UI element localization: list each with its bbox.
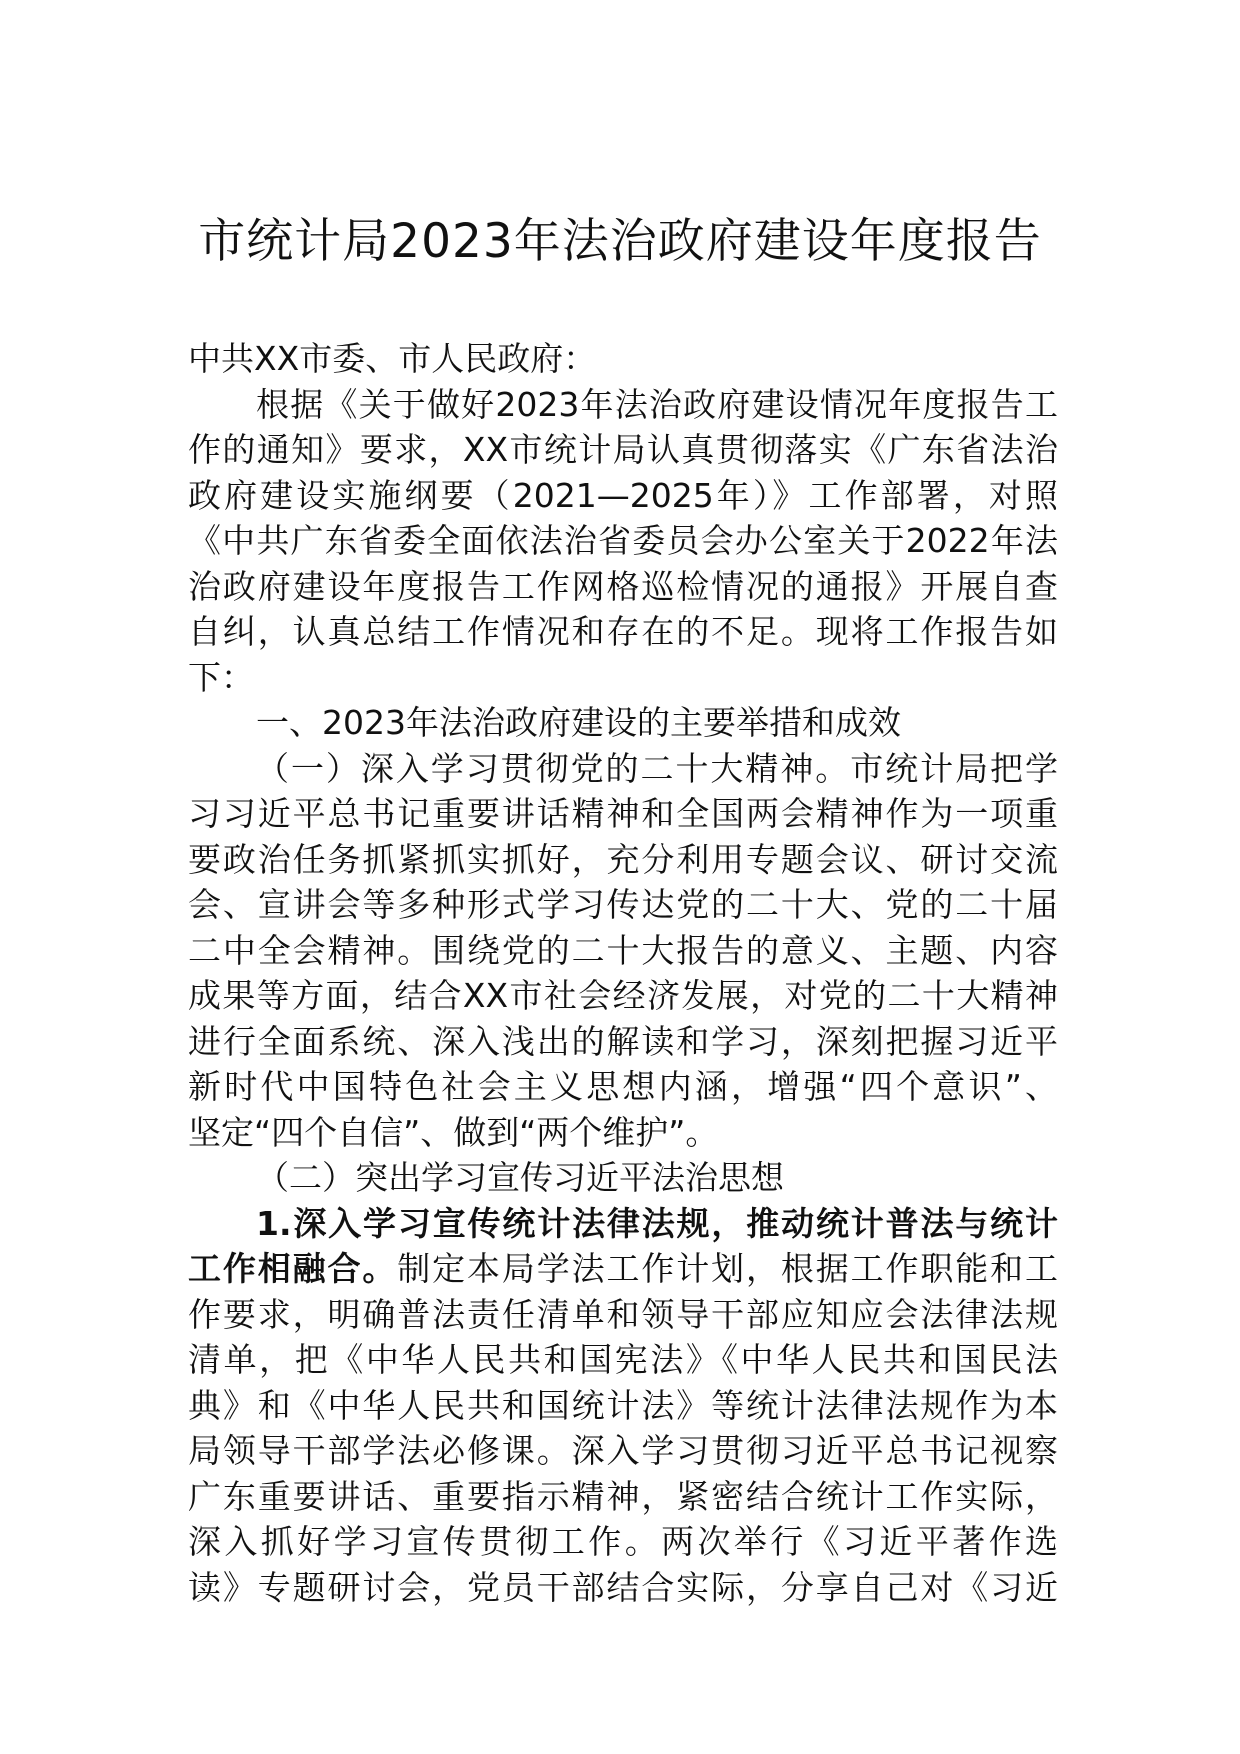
body-line: 习习近平总书记重要讲话精神和全国两会精神作为一项重 (188, 794, 1058, 833)
body-line: 坚定“四个自信”、做到“两个维护”。 (188, 1112, 719, 1152)
body-line: 进行全面系统、深入浅出的解读和学习，深刻把握习近平 (188, 1021, 1058, 1061)
body-text-span: 制定本局学法工作计划，根据工作职能和工 (397, 1249, 1058, 1288)
body-line: 作的通知》要求，XX市统计局认真贯彻落实《广东省法治 (188, 430, 1058, 469)
document-title: 市统计局2023年法治政府建设年度报告 (198, 214, 1042, 269)
body-line: 二中全会精神。围绕党的二十大报告的意义、主题、内容 (188, 930, 1058, 970)
subsection-heading-2: （二）突出学习宣传习近平法治思想 (256, 1158, 784, 1197)
body-line: 读》专题研讨会，党员干部结合实际，分享自己对《习近 (188, 1567, 1058, 1607)
body-line-mixed (188, 1246, 1058, 1292)
body-line: 自纠，认真总结工作情况和存在的不足。现将工作报告如 (188, 612, 1058, 651)
bold-heading-end: 工作相融合。 (188, 1249, 398, 1288)
body-line: 成果等方面，结合XX市社会经济发展，对党的二十大精神 (188, 976, 1058, 1015)
subsection-heading-1: （一）深入学习贯彻党的二十大精神。市统计局把学 (256, 748, 1058, 788)
body-line: 清单，把《中华人民共和国宪法》《中华人民共和国民法 (188, 1340, 1058, 1379)
salutation-line: 中共XX市委、市人民政府： (188, 339, 597, 378)
body-line: 作要求，明确普法责任清单和领导干部应知应会法律法规 (188, 1294, 1058, 1334)
body-line: 广东重要讲话、重要指示精神，紧密结合统计工作实际， (188, 1476, 1058, 1516)
body-line: 政府建设实施纲要（2021—2025年）》工作部署，对照 (188, 475, 1058, 515)
body-line: 会、宣讲会等多种形式学习传达党的二十大、党的二十届 (188, 885, 1058, 924)
bold-heading-line: 1.深入学习宣传统计法律法规，推动统计普法与统计 (256, 1203, 1058, 1243)
body-line: 根据《关于做好2023年法治政府建设情况年度报告工 (256, 384, 1058, 424)
section-heading-1: 一、2023年法治政府建设的主要举措和成效 (256, 703, 901, 742)
body-line: 《中共广东省委全面依法治省委员会办公室关于2022年法 (188, 521, 1058, 560)
body-line: 深入抓好学习宣传贯彻工作。两次举行《习近平著作选 (188, 1522, 1058, 1561)
body-line: 典》和《中华人民共和国统计法》等统计法律法规作为本 (188, 1385, 1058, 1425)
body-line: 治政府建设年度报告工作网格巡检情况的通报》开展自查 (188, 566, 1058, 606)
body-line: 新时代中国特色社会主义思想内涵，增强“四个意识”、 (188, 1067, 1058, 1106)
body-line: 下： (188, 657, 254, 697)
body-line: 要政治任务抓紧抓实抓好，充分利用专题会议、研讨交流 (188, 839, 1058, 879)
body-line: 局领导干部学法必修课。深入学习贯彻习近平总书记视察 (188, 1431, 1058, 1470)
document-body (188, 336, 1058, 1610)
